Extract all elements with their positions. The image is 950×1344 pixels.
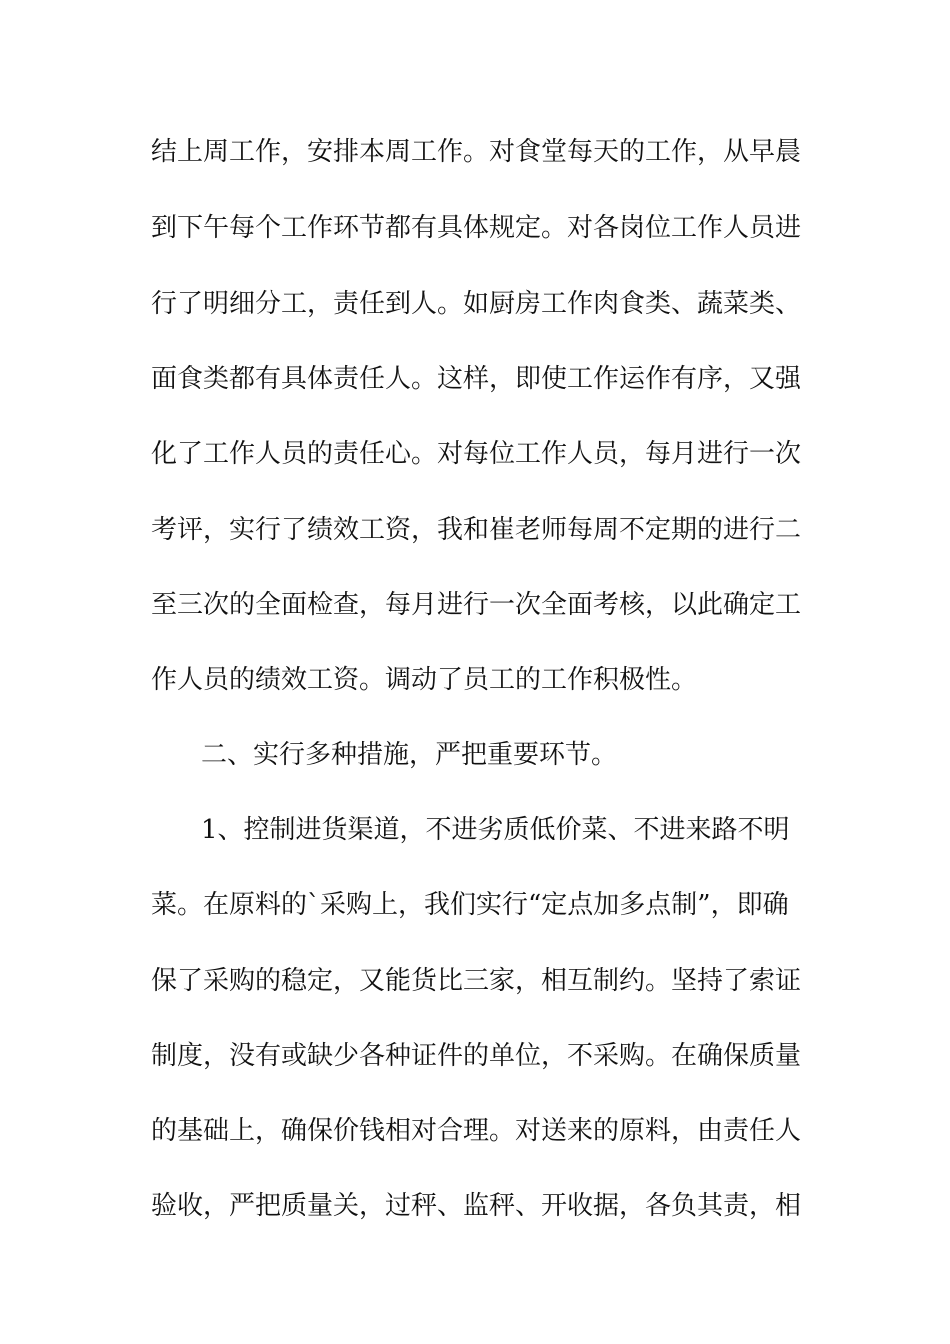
text-line: 制度，没有或缺少各种证件的单位，不采购。在确保质量: [151, 1041, 802, 1071]
text-line: 化了工作人员的责任心。对每位工作人员，每月进行一次: [151, 439, 802, 469]
text-line: 保了采购的稳定，又能货比三家，相互制约。坚持了索证: [151, 966, 802, 996]
text-line: 作人员的绩效工资。调动了员工的工作积极性。: [151, 665, 698, 695]
text-line: 到下午每个工作环节都有具体规定。对各岗位工作人员进: [151, 213, 802, 243]
text-line: 面食类都有具体责任人。这样，即使工作运作有序，又强: [151, 364, 802, 394]
text-line: 考评，实行了绩效工资，我和崔老师每周不定期的进行二: [151, 515, 802, 545]
text-line: 的基础上，确保价钱相对合理。对送来的原料，由责任人: [151, 1116, 802, 1146]
text-line: 菜。在原料的`采购上，我们实行“定点加多点制”，即确: [151, 890, 789, 920]
text-line: 结上周工作，安排本周工作。对食堂每天的工作，从早晨: [151, 137, 802, 167]
text-line: 行了明细分工，责任到人。如厨房工作肉食类、蔬菜类、: [151, 289, 802, 319]
section-heading: 二、实行多种措施，严把重要环节。: [201, 740, 618, 770]
paragraph-first-line: 1、控制进货渠道，不进劣质低价菜、不进来路不明: [201, 815, 790, 845]
text-line: 验收，严把质量关，过秤、监秤、开收据，各负其责，相: [151, 1191, 802, 1221]
text-line: 至三次的全面检查，每月进行一次全面考核，以此确定工: [151, 590, 802, 620]
